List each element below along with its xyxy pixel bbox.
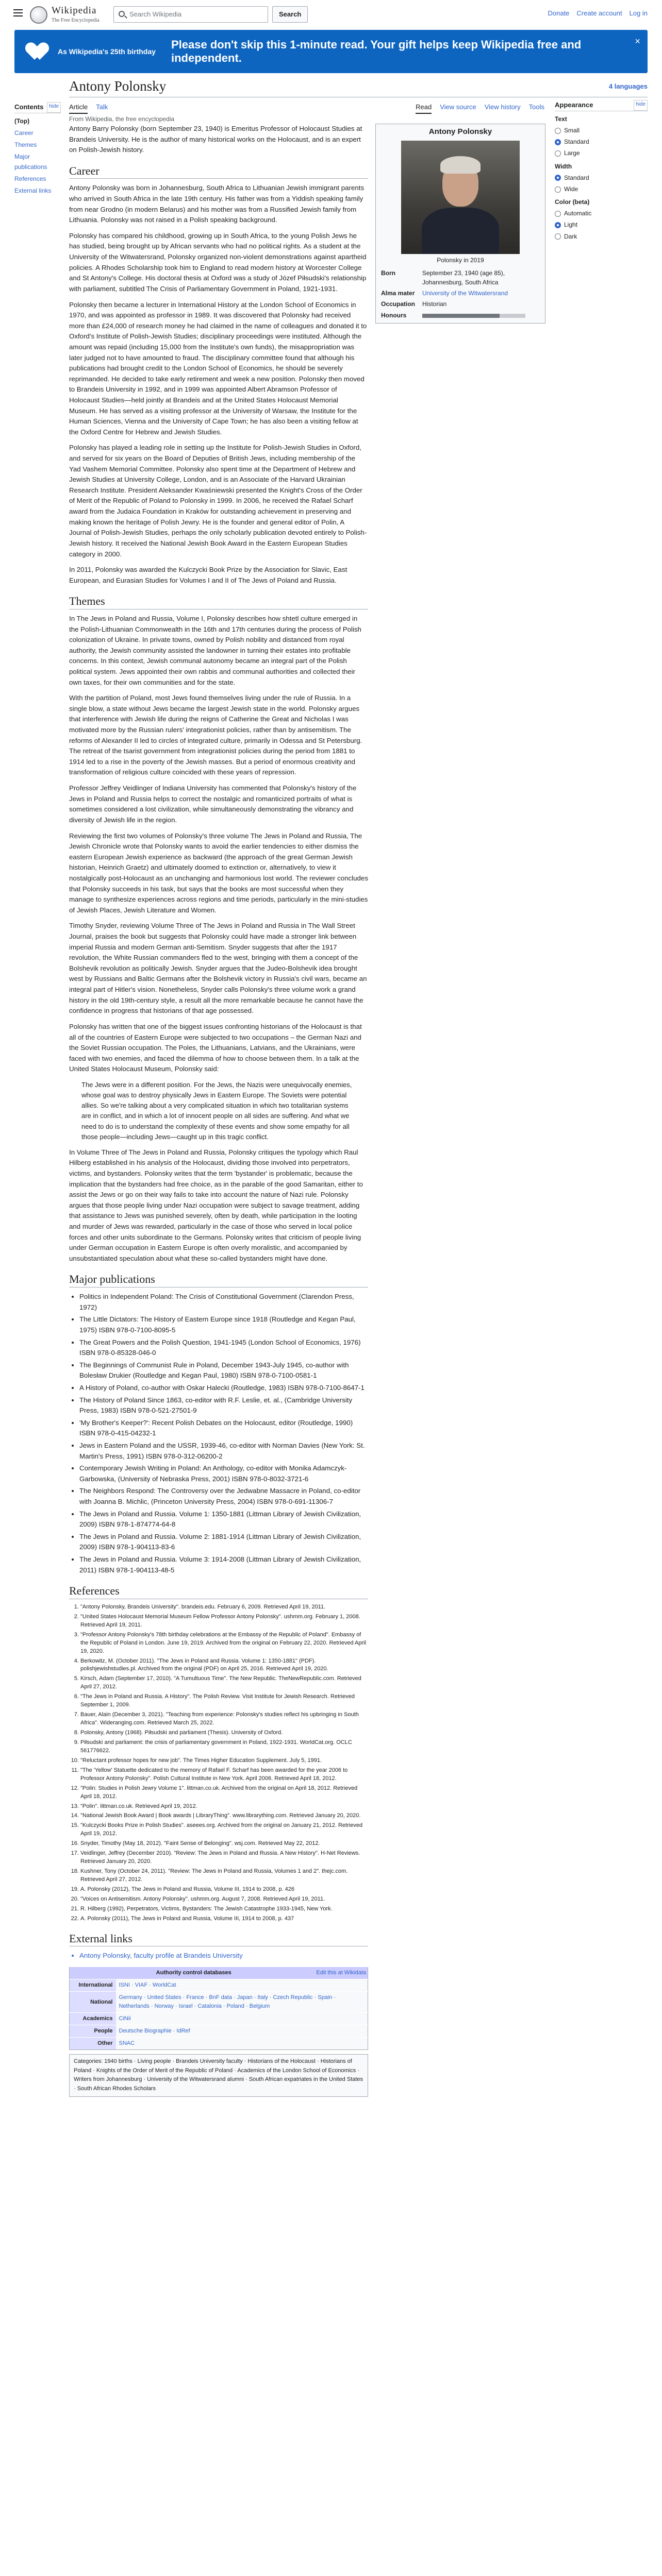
- reference-item: 12. "Polin: Studies in Polish Jewry Volume 1". littman.co.uk. Archived from the original on April 18, 2012. Retrieved April 18, 2012.: [80, 1785, 368, 1801]
- donation-banner: [14, 30, 648, 73]
- create-account-link[interactable]: Create account: [576, 9, 622, 17]
- toc-item-top[interactable]: (Top): [14, 117, 30, 125]
- reference-item: 19. A. Polonsky (2012), The Jews in Poland and Russia, Volume III, 1914 to 2008, p. 426: [80, 1886, 368, 1894]
- publication-item: • The Beginnings of Communist Rule in Poland, December 1943-July 1945, co-author with Bolesław Drukier (Routledge and Kegan Paul, 1980) ISBN 978-0-7100-0581-1: [79, 1360, 368, 1381]
- heading-external-links: External links: [69, 1931, 368, 1947]
- publication-item: • 'My Brother's Keeper?': Recent Polish Debates on the Holocaust, editor (Routledge, 1990) ISBN 978-0-415-04232-1: [79, 1418, 368, 1439]
- reference-item: 2. "United States Holocaust Memorial Museum Fellow Professor Antony Polonsky". ushmm.org. February 1, 2008. Retrieved April 19, 2011.: [80, 1613, 368, 1630]
- themes-paragraph: With the partition of Poland, most Jews found themselves living under the rule of Russia. In a single blow, a state without Jews became the largest Jewish state in the world. Polonsky argues that interference with Jewish life during the reigns of Catherine the Great and Nicholas I was motivated more by the Russian rulers' integrationist policies, rather than by antisemitism. The reforms of Alexander II led to circles of integrated culture, primarily in Odessa and St Petersburg. The retreat of the tsarist government from integrationist policies during the period from 1881 to 1914 led to a rise in the poverty of the Jewish masses. But a period of enormous creativity and transformation of religious culture coincided with these years of repression.: [69, 694, 362, 776]
- intro-paragraph: Antony Barry Polonsky (born September 23, 1940) is Emeritus Professor of Holocaust Studies at Brandeis University. He is the author of many historical works on the Holocaust, and is an expert on Polish-Jewish history.: [69, 125, 362, 154]
- publication-item: • The History of Poland Since 1863, co-editor with R.F. Leslie, et. al., (Cambridge University Press, 1983) ISBN 978-0-521-27501-9: [79, 1395, 368, 1416]
- search-button[interactable]: Search: [272, 6, 308, 23]
- publication-item: • The Neighbors Respond: The Controversy over the Jedwabne Massacre in Poland, co-editor with Joanna B. Michlic, (Princeton University Press, 2004) ISBN 978-0-691-11306-7: [79, 1486, 368, 1507]
- authority-title: Authority control databases Edit this at Wikidata: [70, 1967, 368, 1979]
- main-menu-icon[interactable]: [13, 9, 23, 16]
- references-list: [80, 1603, 368, 1923]
- reference-item: 5. Kirsch, Adam (September 17, 2010). "A Tumultuous Time". The New Republic. TheNewRepublic.com. Retrieved April 27, 2012.: [80, 1675, 368, 1691]
- honours-bar: [422, 314, 525, 318]
- reference-item: 16. Snyder, Timothy (May 18, 2012). "Faint Sense of Belonging". wsj.com. Retrieved May 22, 2012.: [80, 1840, 368, 1848]
- reference-item: 3. "Professor Antony Polonsky's 78th birthday celebrations at the Embassy of the Republic of Poland". Embassy of the Republic of Poland in London. June 19, 2019. Archived from the original on February 22, 2020. Retrieved April 19, 2020.: [80, 1631, 368, 1656]
- authority-row: National Germany · United States · France · BnF data · Japan · Italy · Czech Republic · Spain · Netherlands · Norway · Israel · Catalonia · Poland · Belgium: [70, 1992, 368, 2013]
- career-paragraph: In 2011, Polonsky was awarded the Kulczycki Book Prize by the Association for Slavic, East European, and Eurasian Studies for Volumes I and II of The Jews of Poland and Russia.: [69, 566, 347, 584]
- publication-item: • Politics in Independent Poland: The Crisis of Constitutional Government (Clarendon Press, 1972): [79, 1292, 368, 1313]
- wordmark: Wikipedia: [52, 5, 97, 16]
- authority-row: People Deutsche Biographie · IdRef: [70, 2025, 368, 2038]
- toc-item-publications[interactable]: Major publications: [14, 153, 47, 171]
- authority-edit-link[interactable]: Edit this at Wikidata: [316, 1969, 366, 1976]
- publication-item: • The Jews in Poland and Russia. Volume 1: 1350-1881 (Littman Library of Jewish Civilization, 2009) ISBN 978-1-874774-64-8: [79, 1509, 368, 1530]
- publication-item: • The Jews in Poland and Russia. Volume 2: 1881-1914 (Littman Library of Jewish Civilization, 2009) ISBN 978-1-904113-83-6: [79, 1532, 368, 1553]
- table-of-contents: [14, 102, 61, 197]
- reference-item: 10. "Reluctant professor hopes for new job". The Times Higher Education Supplement. July 5, 1991.: [80, 1757, 368, 1765]
- heading-themes: Themes: [69, 594, 368, 609]
- portrait-photo[interactable]: [401, 141, 520, 254]
- themes-paragraph: Polonsky has written that one of the biggest issues confronting historians of the Holocaust is that all of the countries of Eastern Europe were subjected to two occupations – the German Nazi and the Soviet Russian occupation. The Poles, the Lithuanians, Latvians, and the Ukrainians, were faced with two enemies, and faced the dilemma of how to choose between them. In a talk at the United States Holocaust Museum, Polonsky said:: [69, 1022, 362, 1073]
- tab-read[interactable]: Read: [416, 102, 432, 114]
- reference-item: 6. "The Jews in Poland and Russia. A History". The Polish Review. Visit Institute for Jewish Research. Retrieved September 1, 2009.: [80, 1693, 368, 1709]
- color-light-radio[interactable]: Light: [555, 220, 648, 230]
- donate-link[interactable]: Donate: [548, 9, 570, 17]
- heading-career: Career: [69, 164, 368, 179]
- close-icon[interactable]: ×: [635, 36, 640, 46]
- themes-paragraph: In Volume Three of The Jews in Poland and Russia, Polonsky critiques the typology which Raul Hilberg established in his analysis of the Holocaust, dividing those involved into perpetrators, victims, and bystanders. Polonsky writes that the term 'bystander' is problematic, because the implication that the bystanders had free choice, as in the parable of the good Samaritan, either to assist the Jews or go on their way fails to take into account the nature of Nazi rule. Polonsky argues that those people living under Nazi occupation were subject to savage treatment, adding that assistance to Jews was punished severely, often by death, while participation in the looting and murder of Jews was rewarded, particularly in the case of those who served in local police forces and other units subordinate to the Germans. Polonsky writes that criticism of people living under German occupation in Eastern Europe is often overly moralistic, and accompanied by unsubstantiated speculation about what these so-called bystanders might have done.: [69, 1148, 363, 1262]
- from-wikipedia: From Wikipedia, the free encyclopedia: [69, 115, 175, 123]
- toc-item-career[interactable]: Career: [14, 129, 34, 137]
- search-icon: [119, 11, 125, 17]
- appearance-panel: [555, 100, 648, 243]
- appearance-hide-button[interactable]: hide: [634, 100, 648, 111]
- toc-item-themes[interactable]: Themes: [14, 141, 37, 149]
- publication-item: • The Little Dictators: The History of Eastern Europe since 1918 (Routledge and Kegan Paul, 1975) ISBN 978-0-7100-8095-5: [79, 1314, 368, 1335]
- text-standard-radio[interactable]: Standard: [555, 137, 648, 147]
- infobox-row-alma-mater: Alma mater University of the Witwatersrand: [381, 289, 508, 297]
- themes-paragraph: In The Jews in Poland and Russia, Volume I, Polonsky describes how shtetl culture emerged in the Polish-Lithuanian Commonwealth in the 16th and 17th centuries during the process of Polish colonization of Ukraine. In private towns, owned by Polish nobility and distanced from royal authority, the Jewish community assisted the landowner in turning their estates into profitable concerns. In this context, Jewish communal autonomy became an integral part of the Polish political system. Jews appointed their own rabbis and communal authorities and collected their own taxes, for their own communities and for the state.: [69, 614, 361, 686]
- search-input[interactable]: [113, 6, 268, 23]
- themes-paragraph: Timothy Snyder, reviewing Volume Three of The Jews in Poland and Russia in The Wall Street Journal, praises the book but suggests that Polonsky could have made a stronger link between imperial Russia and modern German anti-Semitism. Snyder suggests that after the 1917 revolution, the White Russian commanders fled to the west, bringing with them a concept of the Bolshevik revolution as politically Jewish. Snyder argues that the Judeo-Bolshevik idea brought west by Russians and Baltic Germans after the Bolshevik victory in Russia's civil wars, became an integral part of Hitler's vision. Nonetheless, Snyder calls Polonsky's three volume work a grand history in the old 19th-century style, a result all the more remarkable because he cannot have the confidence in progress that historians of that age possessed.: [69, 922, 367, 1015]
- career-paragraph: Polonsky has compared his childhood, growing up in South Africa, to the young Polish Jews he has studied, being brought up by African servants who had no political rights. As a student at the University of the Witwatersrand, Polonsky organized non-violent demonstrations against apartheid policies. A Rhodes Scholarship took him to England to read modern history at Worcester College and St Antony's College. His doctoral thesis at Oxford was a study of Józef Piłsudski's relationship with parliament, subtitled The Crisis of Parliamentary Government in Poland, 1921-1931.: [69, 231, 367, 293]
- search-placeholder: Search Wikipedia: [129, 10, 182, 18]
- infobox: [375, 124, 545, 324]
- reference-item: 15. "Kulczycki Books Prize in Polish Studies". aseees.org. Archived from the original on January 21, 2012. Retrieved April 19, 2012.: [80, 1822, 368, 1838]
- infobox-table: [379, 268, 542, 321]
- authority-row: International ISNI · VIAF · WorldCat: [70, 1979, 368, 1991]
- wikipedia-logo[interactable]: [30, 5, 100, 25]
- reference-item: 4. Berkowitz, M. (October 2011). "The Jews in Poland and Russia. Volume 1: 1350-1881" (PDF). polishjewishstudies.pl. Archived from the original (PDF) on April 25, 2016. Retrieved April 19, 2020.: [80, 1657, 368, 1674]
- external-links-list: [79, 1951, 368, 1961]
- authority-row: Other SNAC: [70, 2038, 368, 2050]
- career-paragraph: Antony Polonsky was born in Johannesburg, South Africa to Lithuanian Jewish immigrant parents who arrived in South Africa in the late 19th century. His father was from a Yiddish speaking family from near Grodno (in modern Belarus) and his mother was from a Russified Jewish family from Lithuania. Polonsky was not raised in a Polish speaking background.: [69, 184, 365, 224]
- text-large-radio[interactable]: Large: [555, 148, 648, 158]
- heart-icon: [30, 41, 51, 62]
- toc-item-external-links[interactable]: External links: [14, 187, 52, 194]
- text-size-label: Text: [555, 115, 567, 123]
- appearance-title: Appearance: [555, 101, 593, 109]
- reference-item: 8. Polonsky, Antony (1968). Piłsudski and parliament (Thesis). University of Oxford.: [80, 1729, 368, 1737]
- external-link[interactable]: • Antony Polonsky, faculty profile at Brandeis University: [79, 1951, 368, 1961]
- themes-paragraph: Reviewing the first two volumes of Polonsky's three volume The Jews in Poland and Russia, The Jewish Chronicle wrote that Polonsky wants to avoid the earlier tendencies to either dismiss the eastern European Jewish experience as backward (the approach of the great German Jewish historian, Heinrich Graetz) and ultimately doomed to extinction or, alternatively, to view it nostalgically post-Holocaust as an unchanging and harmonious lost world. The reviewer concludes that Polonsky succeeds in his task, but says that the books are most successful when they manage to synthesize experiences across regions and time periods, particularly in the mini-studies of Jewish Places, Jewish Literature and Women.: [69, 832, 368, 914]
- publication-item: • Contemporary Jewish Writing in Poland: An Anthology, co-editor with Monika Adamczyk-Garbowska, (University of Nebraska Press, 2001) ISBN 978-0-8032-3721-6: [79, 1463, 368, 1484]
- publication-item: • A History of Poland, co-author with Oskar Halecki (Routledge, 1983) ISBN 978-0-7100-8647-1: [79, 1383, 368, 1394]
- tab-tools[interactable]: Tools: [528, 103, 544, 111]
- width-standard-radio[interactable]: Standard: [555, 173, 648, 183]
- login-link[interactable]: Log in: [629, 9, 648, 17]
- block-quote: The Jews were in a different position. For the Jews, the Nazis were unequivocally enemies, whose goal was to destroy physically Jews in Eastern Europe. The Soviets were potential allies. So we're talking about a very complicated situation in which two totalitarian systems are in conflict, and in which a lot of innocent people on all sides are suffering. And what we need to do is to understand the complexity of these events and show some empathy for all those people—including Jews—caught up in this tragic conflict.: [81, 1080, 352, 1141]
- reference-item: 17. Veidlinger, Jeffrey (December 2010). "Review: The Jews in Poland and Russia. A New History". H-Net Reviews. Retrieved January 20, 2020.: [80, 1850, 368, 1866]
- publications-list: [79, 1292, 368, 1575]
- publication-item: • The Great Powers and the Polish Question, 1941-1945 (London School of Economics, 1976) ISBN 978-0-85328-046-0: [79, 1337, 368, 1359]
- page-title: Antony Polonsky: [69, 78, 167, 94]
- wikipedia-globe-icon: [30, 6, 47, 24]
- user-links: [548, 8, 648, 19]
- toc-item-references[interactable]: References: [14, 175, 46, 182]
- reference-item: 7. Bauer, Alain (December 3, 2021). "Teaching from experience: Polonsky's studies reflect his upbringing in South Africa". Wideranging.com. Retrieved March 25, 2022.: [80, 1711, 368, 1727]
- site-header: [0, 0, 662, 29]
- reference-item: 1. "Antony Polonsky, Brandeis University". brandeis.edu. February 6, 2009. Retrieved April 19, 2011.: [80, 1603, 368, 1612]
- reference-item: 18. Kushner, Tony (October 24, 2011). "Review: The Jews in Poland and Russia, Volumes 1 and 2". thejc.com. Retrieved April 27, 2012.: [80, 1868, 368, 1884]
- heading-publications: Major publications: [69, 1272, 368, 1287]
- heading-references: References: [69, 1584, 368, 1599]
- reference-item: 9. Piłsudski and parliament: the crisis of parliamentary government in Poland, 1922-1931. WorldCat.org. OCLC 561776622.: [80, 1739, 368, 1755]
- tab-article[interactable]: Article: [69, 102, 88, 114]
- color-automatic-radio[interactable]: Automatic: [555, 209, 648, 218]
- infobox-row-born: Born September 23, 1940 (age 85), Johannesburg, South Africa: [381, 269, 505, 286]
- tab-view-source[interactable]: View source: [440, 103, 476, 111]
- banner-lead: As Wikipedia's 25th birthday: [58, 47, 156, 56]
- reference-item: 14. "National Jewish Book Award | Book awards | LibraryThing". www.librarything.com. Retrieved January 20, 2020.: [80, 1812, 368, 1820]
- career-paragraph: Polonsky has played a leading role in setting up the Institute for Polish-Jewish Studies in Oxford, and served for six years on the Board of Deputies of British Jews, including membership of the Yad Vashem Memorial Committee. Polonsky also spent time at the Department of Hebrew and Jewish Studies at University College, London, and is an Associate of the Harvard Ukrainian Research Institute. President Aleksander Kwaśniewski presented the Knight's Cross of the Order of Merit of the Republic of Poland to Polonsky in 1999. In 2006, he received the Rafael Scharf award from the Judaica Foundation in Kraków for outstanding achievement in preserving and making known the heritage of Polish Jewry. He is the founder and general editor of Polin, A Journal of Polish-Jewish Studies, perhaps the only scholarly publication devoted entirely to Polish-Jewish history. It received the National Jewish Book Award in the Eastern European Studies category in 2000.: [69, 444, 367, 558]
- categories-box[interactable]: Categories: 1940 births · Living people · Brandeis University faculty · Historians of the Holocaust · Historians of Poland · Knights of the Order of Merit of the Republic of Poland · Academics of the London School of Economics · Writers from Johannesburg · University of the Witwatersrand alumni · South African expatriates in the United States · South African Rhodes Scholars: [69, 2054, 368, 2096]
- reference-item: 21. R. Hilberg (1992), Perpetrators, Victims, Bystanders: The Jewish Catastrophe 1933-1945, New York.: [80, 1905, 368, 1913]
- color-label: Color (beta): [555, 198, 590, 206]
- toc-hide-button[interactable]: hide: [47, 102, 61, 113]
- publication-item: • The Jews in Poland and Russia. Volume 3: 1914-2008 (Littman Library of Jewish Civilization, 2011) ISBN 978-1-904113-48-5: [79, 1554, 368, 1575]
- language-button[interactable]: 4 languages: [608, 82, 648, 90]
- width-label: Width: [555, 162, 572, 170]
- color-dark-radio[interactable]: Dark: [555, 232, 648, 242]
- width-wide-radio[interactable]: Wide: [555, 184, 648, 194]
- authority-control-box: [69, 1967, 368, 2050]
- infobox-row-occupation: Occupation Historian: [381, 300, 447, 308]
- infobox-row-honours: Honours: [379, 310, 542, 321]
- toc-title: Contents: [14, 103, 44, 111]
- reference-item: 20. "Voices on Antisemitism. Antony Polonsky". ushmm.org. August 7, 2008. Retrieved April 19, 2011.: [80, 1895, 368, 1904]
- authority-row: Academics CiNii: [70, 2013, 368, 2025]
- tagline: The Free Encyclopedia: [52, 18, 100, 24]
- reference-item: 22. A. Polonsky (2011), The Jews in Poland and Russia, Volume III, 1914 to 2008, p. 437: [80, 1915, 368, 1923]
- themes-paragraph: Professor Jeffrey Veidlinger of Indiana University has commented that Polonsky's history of the Jews in Poland and Russia helps to correct the nostalgic and romanticized portraits of what is sometimes considered a lost civilization, while simultaneously demonstrating the vibrancy and diversity of Jewish life in the region.: [69, 784, 357, 824]
- tab-talk[interactable]: Talk: [96, 103, 108, 111]
- photo-caption: Polonsky in 2019: [437, 256, 484, 264]
- career-paragraph: Polonsky then became a lecturer in International History at the London School of Economics in 1970, and was appointed as professor in 1989. It was discovered that Polonsky had received more than £24,000 of research money he had claimed in the name of colleagues and donated it to Oxford's Institute of Polish-Jewish Studies; disciplinary proceedings were instituted. Although the amount was repaid (including 15,000 from the Institute's own funds), the misappropriation was later judged not to have amounted to fraud. The disciplinary committee found that although his publications had brought credit to the London School of Economics, he should be severely reprimanded. He decided to take early retirement and week a new position. Polonsky then moved to Brandeis University in 1992, and in 1999 was appointed Albert Abramson Professor of Holocaust Studies—held jointly at Brandeis and at the United States Holocaust Memorial Museum. He has served as a visiting professor at the University of Warsaw, the Institute for the Human Sciences, Vienna and the University of Cape Town; he has also been a visiting fellow at the Oxford Centre for Hebrew and Jewish Studies.: [69, 300, 367, 436]
- text-small-radio[interactable]: Small: [555, 126, 648, 135]
- reference-item: 11. "The 'Yellow' Statuette dedicated to the memory of Rafael F. Scharf has been awarded for the year 2006 to Professor Antony Polonsky". Polish Cultural Institute in New York. April 2006. Retrieved April 18, 2012.: [80, 1767, 368, 1783]
- banner-text[interactable]: Please don't skip this 1-minute read. Your gift helps keep Wikipedia free and independent.: [171, 38, 582, 64]
- reference-item: 13. "Polin". littman.co.uk. Retrieved April 19, 2012.: [80, 1803, 368, 1811]
- tab-view-history[interactable]: View history: [484, 103, 521, 111]
- infobox-title: Antony Polonsky: [428, 127, 492, 136]
- article-body: [69, 124, 368, 2097]
- publication-item: • Jews in Eastern Poland and the USSR, 1939-46, co-editor with Norman Davies (New York: St. Martin's Press, 1991) ISBN 978-0-312-06200-2: [79, 1440, 368, 1462]
